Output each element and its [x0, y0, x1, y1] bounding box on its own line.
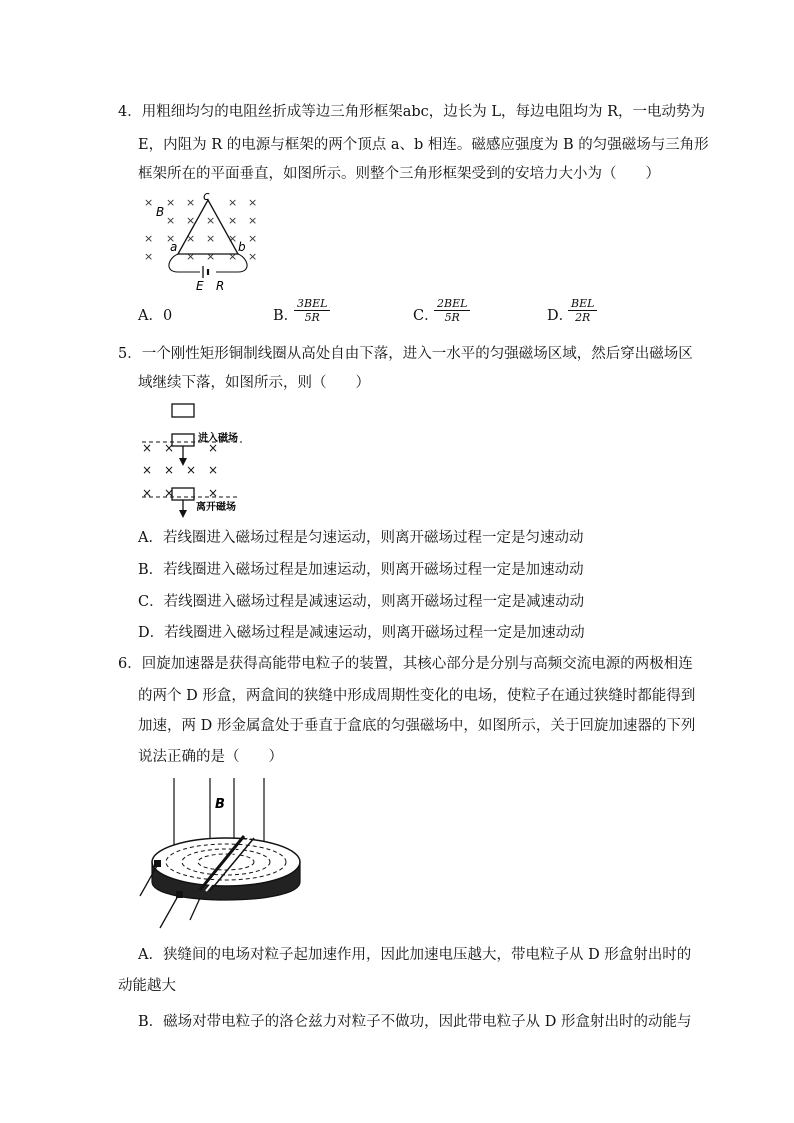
fraction-denominator: 2R	[568, 310, 597, 324]
q6-option-a-line-1: A．狭缝间的电场对粒子起加速作用，因此加速电压越大，带电粒子从 D 形盒射出时的	[138, 947, 692, 963]
svg-text:×: ×	[248, 214, 258, 227]
svg-text:×: ×	[164, 486, 175, 500]
q6-text-line-2: 的两个 D 形盒，两盒间的狭缝中形成周期性变化的电场，使粒子在通过狭缝时都能得到	[138, 688, 696, 704]
q5-option-c: C．若线圈进入磁场过程是减速运动，则离开磁场过程一定是减速动动	[138, 594, 585, 610]
magnetic-field-crosses	[142, 441, 218, 500]
coil-entering	[172, 434, 194, 446]
svg-text:×: ×	[248, 196, 258, 209]
label-leave-field: 离开磁场	[196, 502, 236, 513]
label-enter-field: 进入磁场	[198, 433, 238, 444]
svg-text:×: ×	[186, 196, 196, 209]
svg-text:×: ×	[186, 214, 196, 227]
fraction-numerator: 2BEL	[437, 297, 468, 310]
q4-option-c-fraction	[434, 297, 470, 324]
q6-text-line-1: 6．回旋加速器是获得高能带电粒子的装置，其核心部分是分别与高频交流电源的两极相连	[118, 656, 693, 672]
svg-text:×: ×	[228, 250, 238, 263]
svg-text:×: ×	[208, 463, 219, 477]
svg-text:×: ×	[228, 196, 238, 209]
coil-leaving	[172, 488, 194, 500]
svg-text:×: ×	[142, 441, 153, 455]
q4-text-line-1: 4．用粗细均匀的电阻丝折成等边三角形框架abc，边长为 L，每边电阻均为 R，一电动势为	[118, 104, 706, 120]
svg-text:×: ×	[248, 232, 258, 245]
q5-option-a: A．若线圈进入磁场过程是匀速运动，则离开磁场过程一定是匀速动动	[138, 530, 584, 546]
coil-above	[172, 404, 194, 417]
svg-text:×: ×	[186, 232, 196, 245]
q6-option-b-line-1: B．磁场对带电粒子的洛仑兹力对粒子不做功，因此带电粒子从 D 形盒射出时的动能与	[138, 1014, 692, 1030]
arrow-head-2	[179, 510, 187, 518]
label-b-field: B	[156, 205, 165, 219]
svg-text:×: ×	[144, 250, 154, 263]
q4-triangle-figure	[140, 189, 280, 293]
lead-wire-3	[190, 898, 200, 920]
svg-text:×: ×	[186, 463, 197, 477]
q4-text-line-3: 框架所在的平面垂直，如图所示。则整个三角形框架受到的安培力大小为（ ）	[138, 166, 660, 182]
q5-option-b: B．若线圈进入磁场过程是加速运动，则离开磁场过程一定是加速动动	[138, 562, 584, 578]
q6-text-line-4: 说法正确的是（ ）	[138, 749, 283, 765]
svg-text:×: ×	[228, 214, 238, 227]
label-vertex-b: b	[238, 240, 246, 254]
q6-cyclotron-figure	[140, 778, 310, 938]
svg-text:×: ×	[206, 214, 216, 227]
q4-option-b-label: B．	[273, 308, 299, 324]
electrode-1	[154, 860, 161, 867]
svg-text:×: ×	[208, 441, 219, 455]
lead-wire-2	[160, 896, 178, 928]
svg-text:×: ×	[142, 486, 153, 500]
q6-text-line-3: 加速，两 D 形金属盒处于垂直于盒底的匀强磁场中，如图所示，关于回旋加速器的下列	[138, 718, 696, 734]
svg-text:×: ×	[142, 463, 153, 477]
q4-text-line-2: E，内阻为 R 的电源与框架的两个顶点 a、b 相连。磁感应强度为 B 的匀强磁场与三角形	[138, 137, 709, 153]
q5-coil-figure	[138, 400, 248, 520]
svg-text:×: ×	[166, 214, 176, 227]
q5-option-d: D．若线圈进入磁场过程是减速运动，则离开磁场过程一定是加速动动	[138, 625, 585, 641]
label-b-field: B	[215, 797, 225, 812]
q5-text-line-2: 域继续下落，如图所示，则（ ）	[138, 375, 370, 391]
q4-option-d-fraction	[568, 297, 597, 324]
fraction-numerator: BEL	[571, 297, 595, 310]
electrode-2	[176, 891, 183, 898]
label-resistance: R	[216, 279, 225, 293]
label-vertex-a: a	[170, 240, 178, 254]
svg-text:×: ×	[248, 250, 258, 263]
svg-text:×: ×	[186, 250, 196, 263]
q4-option-b-fraction	[294, 297, 330, 324]
label-emf: E	[196, 279, 204, 293]
q4-option-a: A．0	[138, 308, 173, 324]
svg-text:×: ×	[228, 232, 238, 245]
svg-text:×: ×	[144, 232, 154, 245]
svg-text:×: ×	[206, 250, 216, 263]
svg-text:×: ×	[166, 232, 176, 245]
svg-text:×: ×	[144, 196, 154, 209]
svg-text:×: ×	[164, 441, 175, 455]
fraction-numerator: 3BEL	[297, 297, 328, 310]
q4-option-d-label: D．	[547, 308, 574, 324]
svg-text:×: ×	[164, 463, 175, 477]
fraction-denominator: 5R	[294, 310, 330, 324]
q5-text-line-1: 5．一个刚性矩形铜制线圈从高处自由下落，进入一水平的匀强磁场区域，然后穿出磁场区	[118, 346, 693, 362]
svg-text:×: ×	[206, 232, 216, 245]
fraction-denominator: 5R	[434, 310, 470, 324]
d-box-top	[152, 838, 300, 886]
q6-option-a-line-2: 动能越大	[118, 978, 176, 994]
svg-text:×: ×	[208, 486, 219, 500]
label-vertex-c: c	[203, 189, 210, 203]
q4-option-c-label: C．	[413, 308, 439, 324]
svg-text:×: ×	[166, 196, 176, 209]
